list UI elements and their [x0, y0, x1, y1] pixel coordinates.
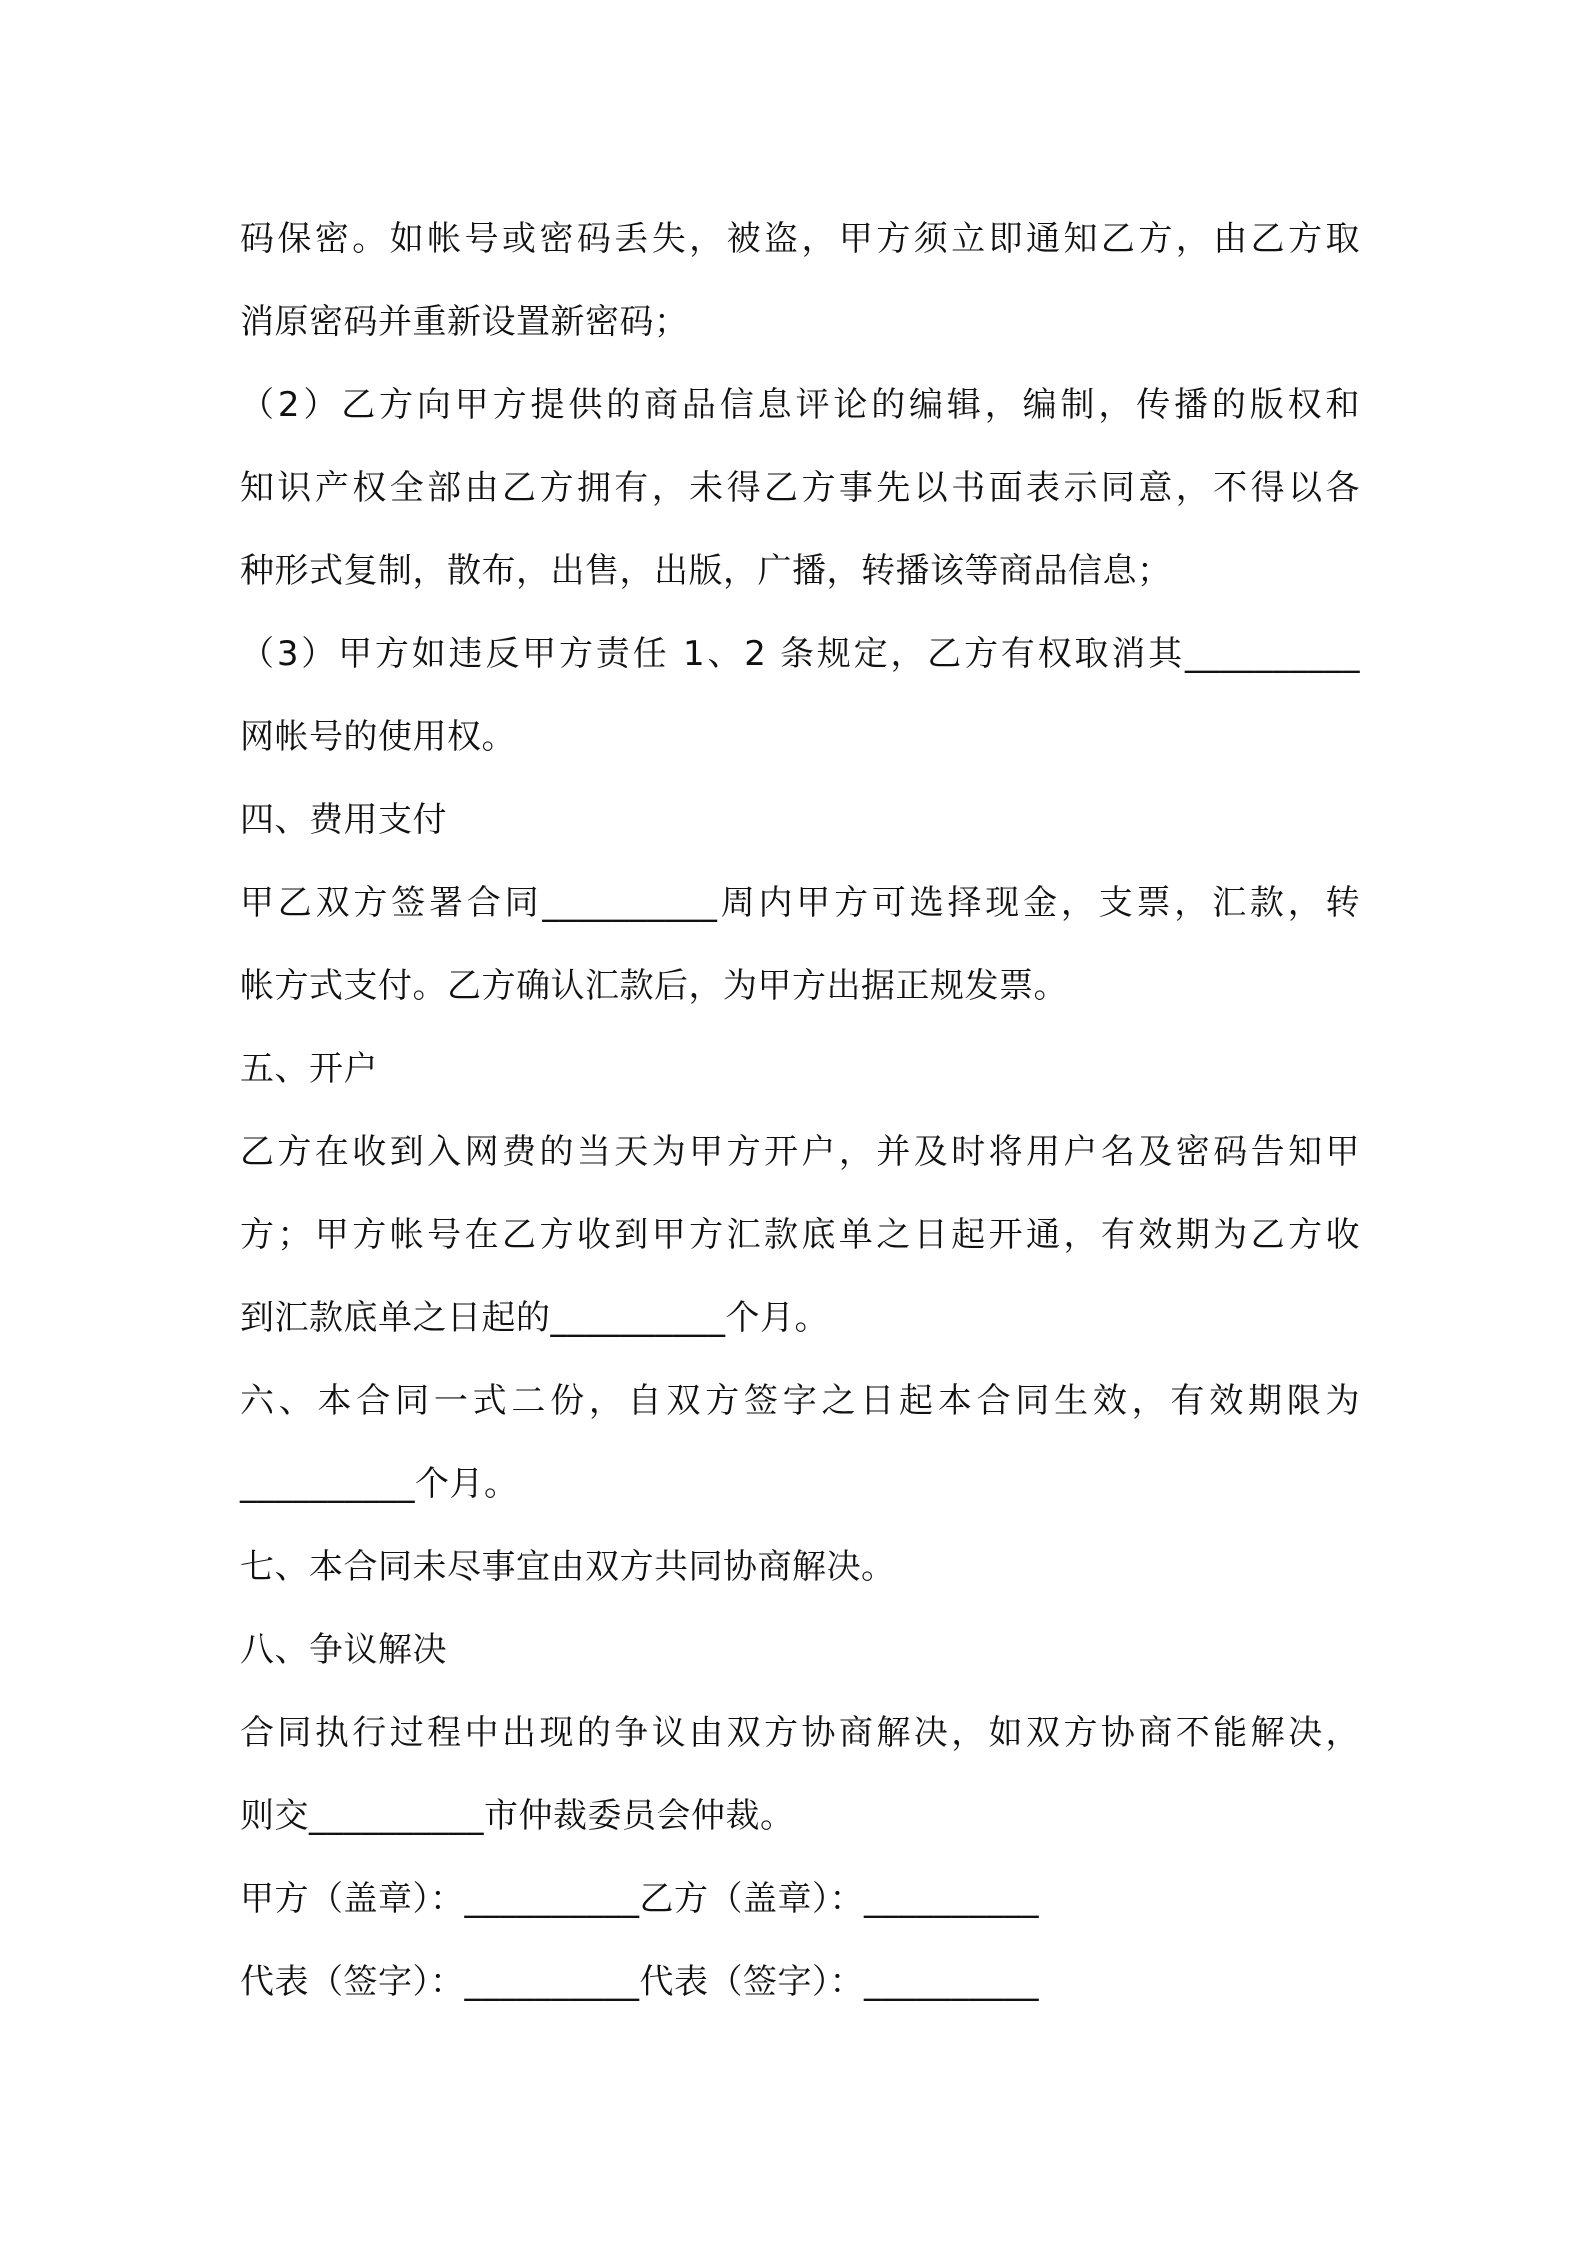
text-line: 帐方式支付。乙方确认汇款后，为甲方出据正规发票。 — [240, 966, 1068, 1006]
text-line: 码保密。如帐号或密码丢失，被盗，甲方须立即通知乙方，由乙方取 — [240, 219, 1360, 259]
text-line: 方；甲方帐号在乙方收到甲方汇款底单之日起开通，有效期为乙方收 — [240, 1215, 1360, 1255]
text-line: 知识产权全部由乙方拥有，未得乙方事先以书面表示同意，不得以各 — [240, 468, 1360, 508]
clause-2: （2）乙方向甲方提供的商品信息评论的编辑，编制，传播的版权和 — [240, 385, 1360, 425]
text-line: 乙方在收到入网费的当天为甲方开户，并及时将用户名及密码告知甲 — [240, 1132, 1360, 1172]
text-line: 消原密码并重新设置新密码； — [240, 302, 689, 342]
signature-line: 代表（签字）：__________代表（签字）：__________ — [240, 1962, 1039, 2002]
text-line: 网帐号的使用权。 — [240, 717, 516, 757]
text-line: 甲乙双方签署合同__________周内甲方可选择现金，支票，汇款，转 — [240, 883, 1360, 923]
section-seven: 七、本合同未尽事宜由双方共同协商解决。 — [240, 1547, 896, 1587]
text-line: 种形式复制，散布，出售，出版，广播，转播该等商品信息； — [240, 551, 1172, 591]
section-heading-dispute: 八、争议解决 — [240, 1630, 447, 1670]
text-line: 则交__________市仲裁委员会仲裁。 — [240, 1796, 795, 1836]
section-six: 六、本合同一式二份，自双方签字之日起本合同生效，有效期限为 — [240, 1381, 1360, 1421]
text-line: __________个月。 — [240, 1464, 519, 1504]
seal-line: 甲方（盖章）：__________乙方（盖章）：__________ — [240, 1879, 1039, 1919]
clause-3: （3）甲方如违反甲方责任 1、2 条规定，乙方有权取消其__________ — [240, 634, 1360, 674]
section-heading-payment: 四、费用支付 — [240, 800, 447, 840]
text-line: 到汇款底单之日起的__________个月。 — [240, 1298, 829, 1338]
section-heading-account-opening: 五、开户 — [240, 1049, 378, 1089]
contract-text — [240, 198, 1360, 2024]
text-line: 合同执行过程中出现的争议由双方协商解决，如双方协商不能解决， — [240, 1713, 1360, 1753]
